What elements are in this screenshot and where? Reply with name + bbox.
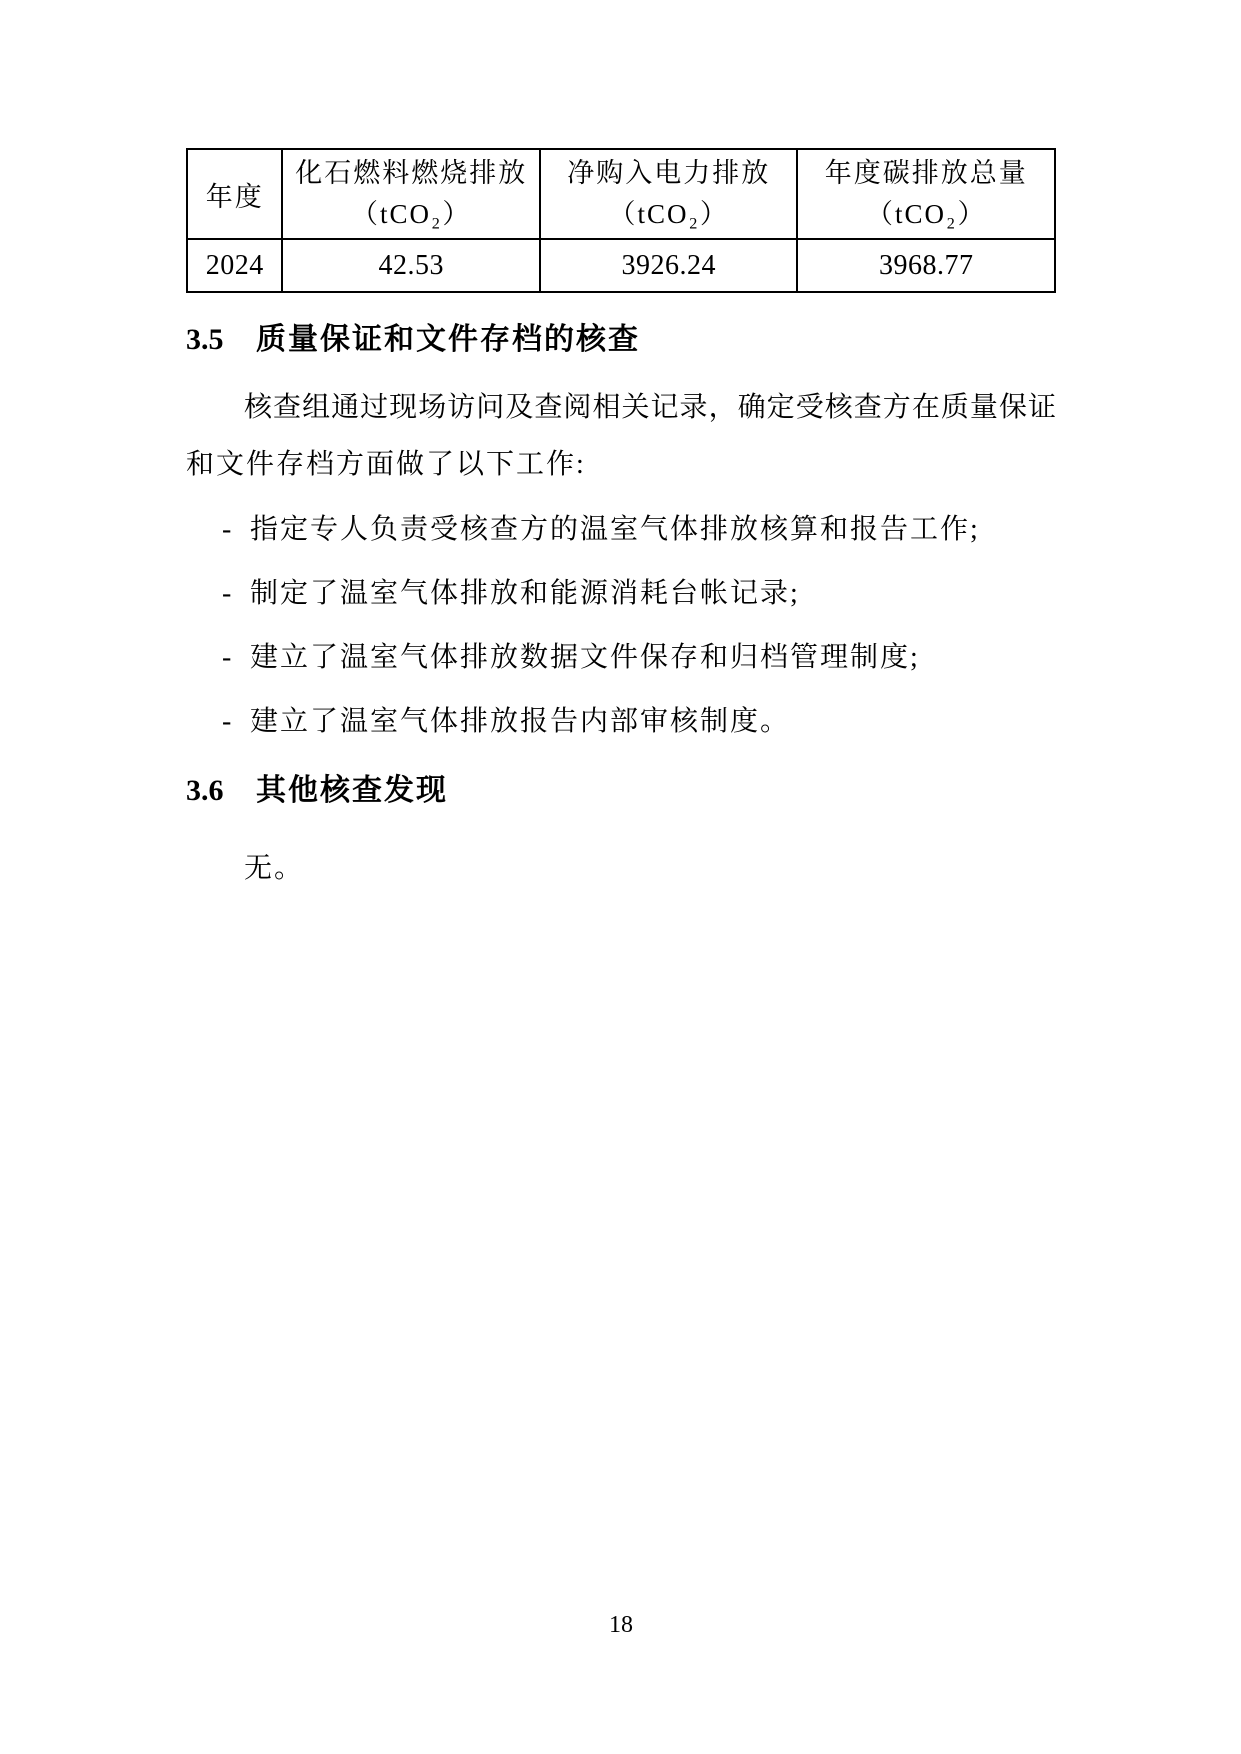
table-header-row <box>187 149 1055 239</box>
paragraph-line: 核查组通过现场访问及查阅相关记录，确定受核查方在质量保证 <box>244 392 1056 423</box>
table-header-fossil <box>282 149 540 239</box>
bullet-dash: - <box>222 642 232 673</box>
section-title: 其他核查发现 <box>256 774 448 807</box>
list-item <box>186 629 1056 686</box>
table-header-total <box>797 149 1055 239</box>
list-item <box>186 501 1056 558</box>
cell-electricity-value: 3926.24 <box>540 239 798 292</box>
section-number: 3.6 <box>186 774 224 807</box>
bullet-text: 制定了温室气体排放和能源消耗台帐记录; <box>250 578 800 609</box>
section-3-5-paragraph <box>186 379 1056 493</box>
page-number: 18 <box>609 1612 633 1638</box>
bullet-text: 建立了温室气体排放数据文件保存和归档管理制度; <box>250 642 920 673</box>
section-number: 3.5 <box>186 323 224 356</box>
cell-fossil-value: 42.53 <box>282 239 540 292</box>
section-title: 质量保证和文件存档的核查 <box>256 323 640 356</box>
bullet-dash: - <box>222 706 232 737</box>
cell-year: 2024 <box>187 239 282 292</box>
section-3-5-bullet-list <box>186 501 1056 750</box>
bullet-text: 指定专人负责受核查方的温室气体排放核算和报告工作; <box>250 514 980 545</box>
list-item <box>186 565 1056 622</box>
bullet-text: 建立了温室气体排放报告内部审核制度。 <box>250 706 791 737</box>
column-unit: （tCO₂） <box>866 199 987 229</box>
column-unit: （tCO₂） <box>608 199 729 229</box>
table-header-electricity <box>540 149 798 239</box>
bullet-dash: - <box>222 578 232 609</box>
cell-total-value: 3968.77 <box>797 239 1055 292</box>
annual-emissions-table <box>186 148 1056 293</box>
column-title: 化石燃料燃烧排放 <box>295 158 528 188</box>
section-heading-3-5 <box>186 319 1056 361</box>
paragraph-line: 和文件存档方面做了以下工作: <box>186 449 586 480</box>
section-3-6-body: 无。 <box>244 853 305 884</box>
table-row <box>187 239 1055 292</box>
bullet-dash: - <box>222 514 232 545</box>
column-title: 净购入电力排放 <box>567 158 771 188</box>
section-heading-3-6 <box>186 770 1056 812</box>
column-unit: （tCO₂） <box>351 199 472 229</box>
year-header-label: 年度 <box>205 181 264 212</box>
table-header-year <box>187 149 282 239</box>
column-title: 年度碳排放总量 <box>824 158 1028 188</box>
list-item <box>186 693 1056 750</box>
